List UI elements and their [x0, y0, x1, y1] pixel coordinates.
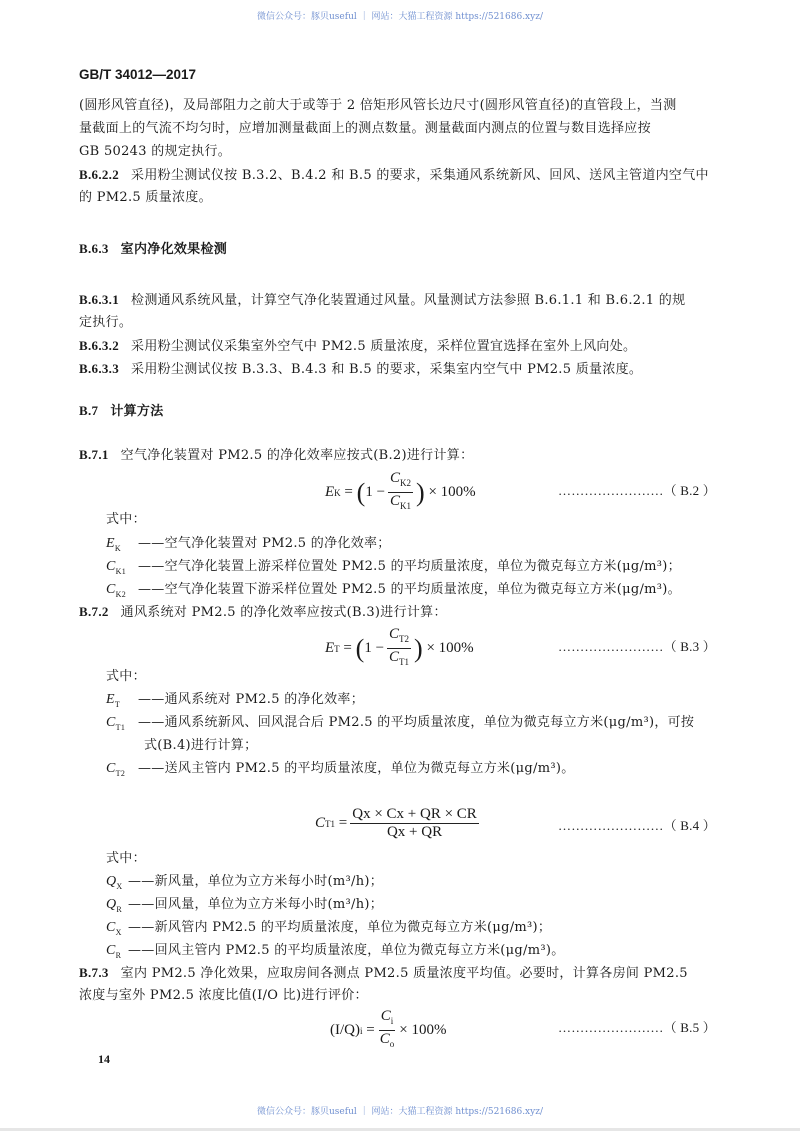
- clause-b72: [79, 603, 447, 622]
- clause-b632: [79, 337, 636, 356]
- section-title: 室内净化效果检测: [120, 242, 228, 257]
- body-line: 浓度与室外 PM2.5 浓度比值(I/O 比)进行评价：: [79, 988, 368, 1003]
- equation-number-b2: ……………………（ B.2 ）: [558, 483, 716, 498]
- clause-number: B.6.2.2: [79, 167, 120, 182]
- definition-ct1-cont: 式(B.4)进行计算；: [144, 738, 258, 753]
- definition-qr: $Q_R$ ——回风量，单位为立方米每小时(m³/h)；: [106, 897, 384, 914]
- clause-number: B.7.3: [79, 965, 109, 980]
- equation-number-b4: ……………………（ B.4 ）: [558, 818, 716, 833]
- equation-number-b5: ……………………（ B.5 ）: [558, 1020, 716, 1035]
- equation-b5: (I/Q) i = $\frac{C_i}{C_o}$ × 100%: [330, 1008, 447, 1049]
- section-title: 计算方法: [110, 404, 164, 419]
- section-number: B.6.3: [79, 241, 109, 256]
- clause-number: B.6.3.2: [79, 338, 120, 353]
- equation-b2: E K = ( 1 − $\frac{C_{K2}}{C_{K1}}$ ) × 100%: [325, 470, 476, 511]
- clause-text: 空气净化装置对 PM2.5 的净化效率应按式(B.2)进行计算：: [120, 448, 474, 463]
- section-heading-b63: [79, 240, 227, 259]
- clause-text: 采用粉尘测试仪按 B.3.2、B.4.2 和 B.5 的要求，采集通风系统新风、回风、送风主管道内空气中: [131, 168, 709, 183]
- standard-number: GB/T 34012—2017: [79, 67, 197, 82]
- clause-b622: [79, 166, 709, 185]
- clause-text: 采用粉尘测试仪按 B.3.3、B.4.3 和 B.5 的要求，采集室内空气中 PM2.5 质量浓度。: [131, 362, 643, 377]
- definition-et: $E_T$ ——通风系统对 PM2.5 的净化效率；: [106, 692, 364, 709]
- definition-ct1: $C_{T1}$ ——通风系统新风、回风混合后 PM2.5 的平均质量浓度，单位为微克每立方米(μg/m³)，可按: [106, 715, 695, 732]
- definition-ck1: $C_{K1}$ ——空气净化装置上游采样位置处 PM2.5 的平均质量浓度，单位为微克每立方米(μg/m³)；: [106, 559, 681, 576]
- clause-text: 检测通风系统风量，计算空气净化装置通过风量。风量测试方法参照 B.6.1.1 和 B.6.2.1 的规: [131, 293, 686, 308]
- definition-qx: $Q_X$ ——新风量，单位为立方米每小时(m³/h)；: [106, 874, 384, 891]
- definition-ek: $E_K$ ——空气净化装置对 PM2.5 的净化效率；: [106, 536, 391, 553]
- watermark-top: 微信公众号：豚贝useful ｜ 网站：大猫工程资源 https://521686.xyz/: [257, 12, 543, 22]
- clause-number: B.6.3.3: [79, 361, 120, 376]
- definition-cx: $C_X$ ——新风管内 PM2.5 的平均质量浓度，单位为微克每立方米(μg/m³)；: [106, 920, 552, 937]
- clause-number: B.6.3.1: [79, 292, 120, 307]
- where-label: 式中：: [106, 851, 146, 866]
- clause-b631: [79, 291, 685, 310]
- clause-number: B.7.1: [79, 447, 109, 462]
- definition-ck2: $C_{K2}$ ——空气净化装置下游采样位置处 PM2.5 的平均质量浓度，单位为微克每立方米(μg/m³)。: [106, 582, 681, 599]
- equation-b3: E T = ( 1 − $\frac{C_{T2}}{C_{T1}}$ ) × 100%: [325, 626, 474, 667]
- clause-number: B.7.2: [79, 604, 109, 619]
- where-label: 式中：: [106, 669, 146, 684]
- page-number: 14: [98, 1052, 110, 1066]
- clause-b71: [79, 446, 473, 465]
- equation-b4: C T1 = $\frac{Qx \times Cx + QR \times CR}{Qx + QR}$: [315, 806, 477, 840]
- body-line: 的 PM2.5 质量浓度。: [79, 190, 212, 205]
- section-heading-b7: [79, 402, 164, 421]
- clause-b73: [79, 964, 688, 983]
- body-line: 量截面上的气流不均匀时，应增加测量截面上的测点数量。测量截面内测点的位置与数目选择应按: [79, 121, 651, 136]
- clause-text: 通风系统对 PM2.5 的净化效率应按式(B.3)进行计算：: [120, 605, 447, 620]
- clause-text: 采用粉尘测试仪采集室外空气中 PM2.5 质量浓度，采样位置宜选择在室外上风向处。: [131, 339, 637, 354]
- definition-cr: $C_R$ ——回风主管内 PM2.5 的平均质量浓度，单位为微克每立方米(μg/m³)。: [106, 943, 565, 960]
- clause-text: 室内 PM2.5 净化效果，应取房间各测点 PM2.5 质量浓度平均值。必要时，计算各房间 PM2.5: [120, 966, 688, 981]
- where-label: 式中：: [106, 512, 146, 527]
- section-number: B.7: [79, 403, 99, 418]
- definition-ct2: $C_{T2}$ ——送风主管内 PM2.5 的平均质量浓度，单位为微克每立方米(μg/m³)。: [106, 761, 575, 778]
- body-line: (圆形风管直径)，及局部阻力之前大于或等于 2 倍矩形风管长边尺寸(圆形风管直径)的直管段上，当测: [79, 98, 677, 113]
- clause-b633: [79, 360, 642, 379]
- watermark-bottom: 微信公众号：豚贝useful ｜ 网站：大猫工程资源 https://521686.xyz/: [257, 1107, 543, 1117]
- body-line: 定执行。: [79, 315, 133, 330]
- equation-number-b3: ……………………（ B.3 ）: [558, 639, 716, 654]
- body-line: GB 50243 的规定执行。: [79, 144, 232, 159]
